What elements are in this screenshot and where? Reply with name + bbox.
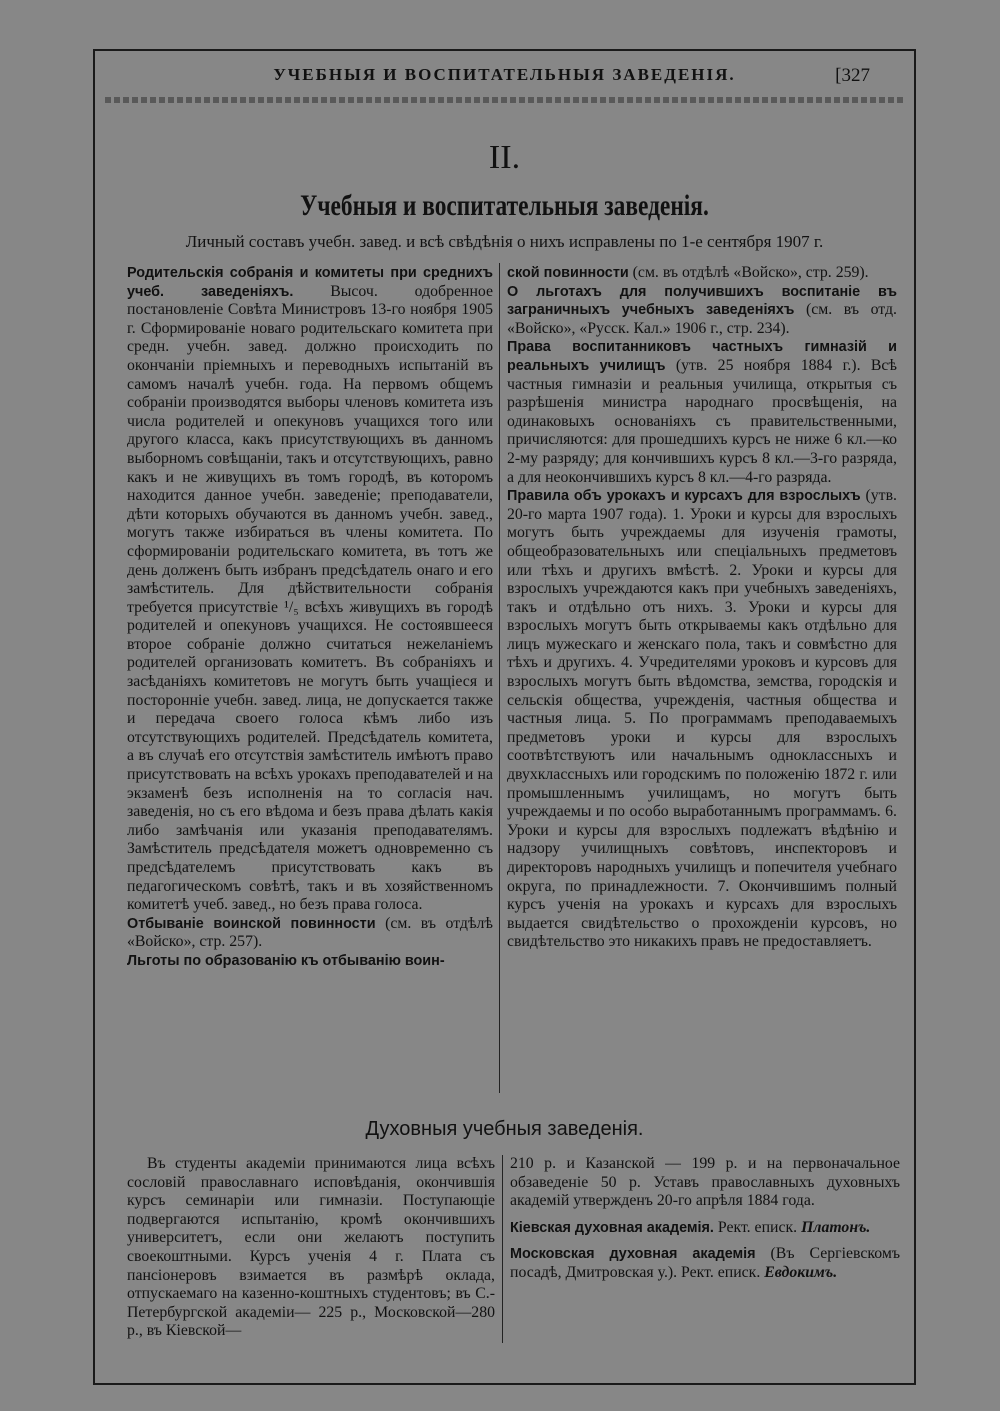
private-schools-paragraph bbox=[507, 338, 897, 487]
column-divider bbox=[499, 263, 500, 1093]
parent-committees-paragraph bbox=[127, 264, 493, 915]
paragraph-heading: Родительскія собранія и комитеты при среднихъ учеб. заведеніяхъ. bbox=[127, 265, 493, 300]
paragraph-heading: Правила объ урокахъ и курсахъ для взрослыхъ bbox=[507, 488, 861, 505]
paragraph-body: (см. въ отд. «Войско», «Русск. Кал.» 1906 г., стр. 234). bbox=[507, 301, 897, 337]
section-title: Учебныя и воспитательныя заведенія. bbox=[300, 189, 709, 222]
academy-rector-label: Рект. еписк. bbox=[713, 1218, 802, 1236]
academy-name: Московская духовная академія bbox=[510, 1246, 756, 1263]
rector-name: Евдокимъ. bbox=[764, 1263, 838, 1281]
paragraph-body: (утв. 25 ноября 1884 г.). Всѣ частныя гимназіи и реальныя училища, открытыя съ разрѣшенія министра народнаго просвѣщенія, на одинаковыхъ основаніяхъ съ правительственными, причисляются: для прошедшихъ курсъ не ниже 6 кл.—ко 2-му разряду; для кончившихъ курсъ 8 кл.—3-го разряда, а для неокончившихъ курсъ 8 кл.—4-го разряда. bbox=[507, 356, 897, 486]
spiritual-left-column bbox=[127, 1155, 495, 1341]
running-title: УЧЕБНЫЯ И ВОСПИТАТЕЛЬНЫЯ ЗАВЕДЕНІЯ. bbox=[273, 65, 736, 84]
academy-rector-label: (Въ Сергіевскомъ посадѣ, Дмитровская у.). Рект. еписк. bbox=[510, 1245, 900, 1281]
column-divider bbox=[502, 1155, 503, 1343]
page-number: [327 bbox=[835, 65, 870, 86]
military-service-paragraph bbox=[127, 915, 493, 952]
kiev-academy-entry bbox=[510, 1219, 900, 1238]
academy-name: Кіевская духовная академія. bbox=[510, 1219, 714, 1236]
paragraph-body: Высоч. одобренное постановленіе Совѣта Министровъ 13-го ноября 1905 г. Сформированіе новаго родительскаго комитета при средн. учебн. завед. должно происходить по окончаніи пріемныхъ и переводныхъ испытаній въ самомъ началѣ учебн. года. На первомъ общемъ собраніи производятся выборы членовъ комитета изъ числа родителей и опекуновъ учащихся того или другого класса, какъ присутствующихъ въ данномъ выборномъ совѣщаніи, такъ и отсутствующихъ, равно какъ и не живущихъ въ томъ городѣ, въ которомъ находится данное учебн. заведеніе; преподаватели, дѣти которыхъ обучаются въ данномъ учебн. завед., могутъ также избираться въ члены комитета. По сформированіи родительскаго комитета, въ тотъ же день долженъ быть избранъ предсѣдатель онаго и его замѣститель. Для дѣйствительности собранія требуется присутствіе ¹/₅ всѣхъ живущихъ въ городѣ родителей и опекуновъ учащихся. Не состоявшееся второе собраніе должно считаться нежеланіемъ родителей организовать комитетъ. Въ собраніяхъ и засѣданіяхъ комитетовъ не могутъ быть учащіеся и посторонніе учебн. завед. лица, не допускается также и передача своего голоса кѣмъ либо изъ отсутствующихъ родителей. Предсѣдатель комитета, а въ случаѣ его отсутствія замѣститель имѣютъ право присутствовать на всѣхъ урокахъ преподавателей и на экзаменѣ безъ исполненія на то согласія нач. заведенія, но съ его вѣдома и безъ права дѣлать какія либо замѣчанія или указанія преподавателямъ. Замѣститель предсѣдателя можетъ одновременно съ предсѣдателемъ присутствовать какъ въ педагогическомъ совѣтѣ, такъ и въ хозяйственномъ комитетѣ учеб. завед., но безъ права голоса. bbox=[127, 282, 493, 914]
paragraph-heading: ской повинности bbox=[507, 265, 629, 281]
education-benefits-continued bbox=[507, 264, 897, 283]
rector-name: Платонъ. bbox=[801, 1218, 871, 1236]
page-frame bbox=[93, 49, 916, 1385]
running-header bbox=[95, 65, 914, 91]
education-benefits-paragraph bbox=[127, 952, 493, 971]
paragraph-heading: Права воспитанниковъ частныхъ гимназій и реальныхъ училищъ bbox=[507, 339, 897, 374]
section-number: II. bbox=[488, 139, 521, 176]
left-column bbox=[127, 264, 493, 971]
right-column bbox=[507, 264, 897, 952]
paragraph-heading: О льготахъ для получившихъ воспитаніе въ заграничныхъ учебныхъ заведеніяхъ bbox=[507, 283, 897, 319]
wavy-rule bbox=[105, 97, 904, 103]
academy-fees-paragraph: 210 р. и Казанской — 199 р. и на первоначальное обзаведеніе 50 р. Уставъ православныхъ духовныхъ академій утвержденъ 20-го апрѣля 1884 года. bbox=[510, 1155, 900, 1210]
academy-admission-paragraph: Въ студенты академіи принимаются лица всѣхъ сословій православнаго исповѣданія, окончившія курсъ семинаріи или гимназіи. Поступающіе подвергаются испытанію, кромѣ окончившихъ университетъ, если они желаютъ поступить своекоштными. Курсъ ученія 4 г. Плата съ пансіонеровъ взимается въ размѣрѣ оклада, отпускаемаго на казенно-коштныхъ студентовъ; въ С.-Петербургской академіи— 225 р., Московской—280 р., въ Кіевской— bbox=[127, 1155, 495, 1340]
paragraph-heading: Отбываніе воинской повинности bbox=[127, 915, 376, 932]
spiritual-schools-title: Духовныя учебныя заведенія. bbox=[365, 1118, 644, 1140]
paragraph-body: (см. въ отдѣлѣ «Войско», стр. 257). bbox=[127, 914, 493, 951]
spiritual-right-column bbox=[510, 1155, 900, 1283]
paragraph-heading: Льготы по образованію къ отбыванію воин- bbox=[127, 952, 445, 969]
paragraph-body: (см. въ отдѣлѣ «Войско», стр. 259). bbox=[628, 264, 869, 281]
adult-courses-paragraph bbox=[507, 487, 897, 952]
moscow-academy-entry bbox=[510, 1245, 900, 1282]
foreign-education-paragraph bbox=[507, 283, 897, 339]
paragraph-body: (утв. 20-го марта 1907 года). 1. Уроки и курсы для взрослыхъ могутъ быть учреждаемы для изученія грамоты, общеобразовательныхъ или спеціальныхъ предметовъ или тѣхъ и другихъ вмѣстѣ. 2. Уроки и курсы для взрослыхъ учреждаются какъ при учебныхъ заведеніяхъ, такъ и отдѣльно отъ нихъ. 3. Уроки и курсы для взрослыхъ могутъ быть открываемы какъ отдѣльно для лицъ мужескаго и женскаго пола, такъ и совмѣстно для тѣхъ и другихъ. 4. Учредителями уроковъ и курсовъ для взрослыхъ могутъ быть вѣдомства, земства, городскія и сельскія общества, учрежденія, частныя общества и частныя лица. 5. По программамъ преподаваемыхъ предметовъ уроки и курсы для взрослыхъ соотвѣтствуютъ или начальнымъ одноклассныхъ и двухклассныхъ или городскимъ по положенію 1872 г. или промышленнымъ училищамъ, но могутъ быть учреждаемы и по особо выработаннымъ программамъ. 6. Уроки и курсы для взрослыхъ подлежатъ вѣдѣнію и надзору училищныхъ совѣтовъ, инспекторовъ и директоровъ народныхъ училищъ и попечителя учебнаго округа, по принадлежности. 7. Окончившимъ полный курсъ ученія на урокахъ и курсахъ для взрослыхъ выдается свидѣтельство о прохожденіи курсовъ, но свидѣтельство это никакихъ правъ не предоставляетъ. bbox=[507, 487, 897, 951]
section-note: Личный составъ учебн. завед. и всѣ свѣдѣнія о нихъ исправлены по 1-е сентября 1907 г. bbox=[185, 232, 824, 251]
